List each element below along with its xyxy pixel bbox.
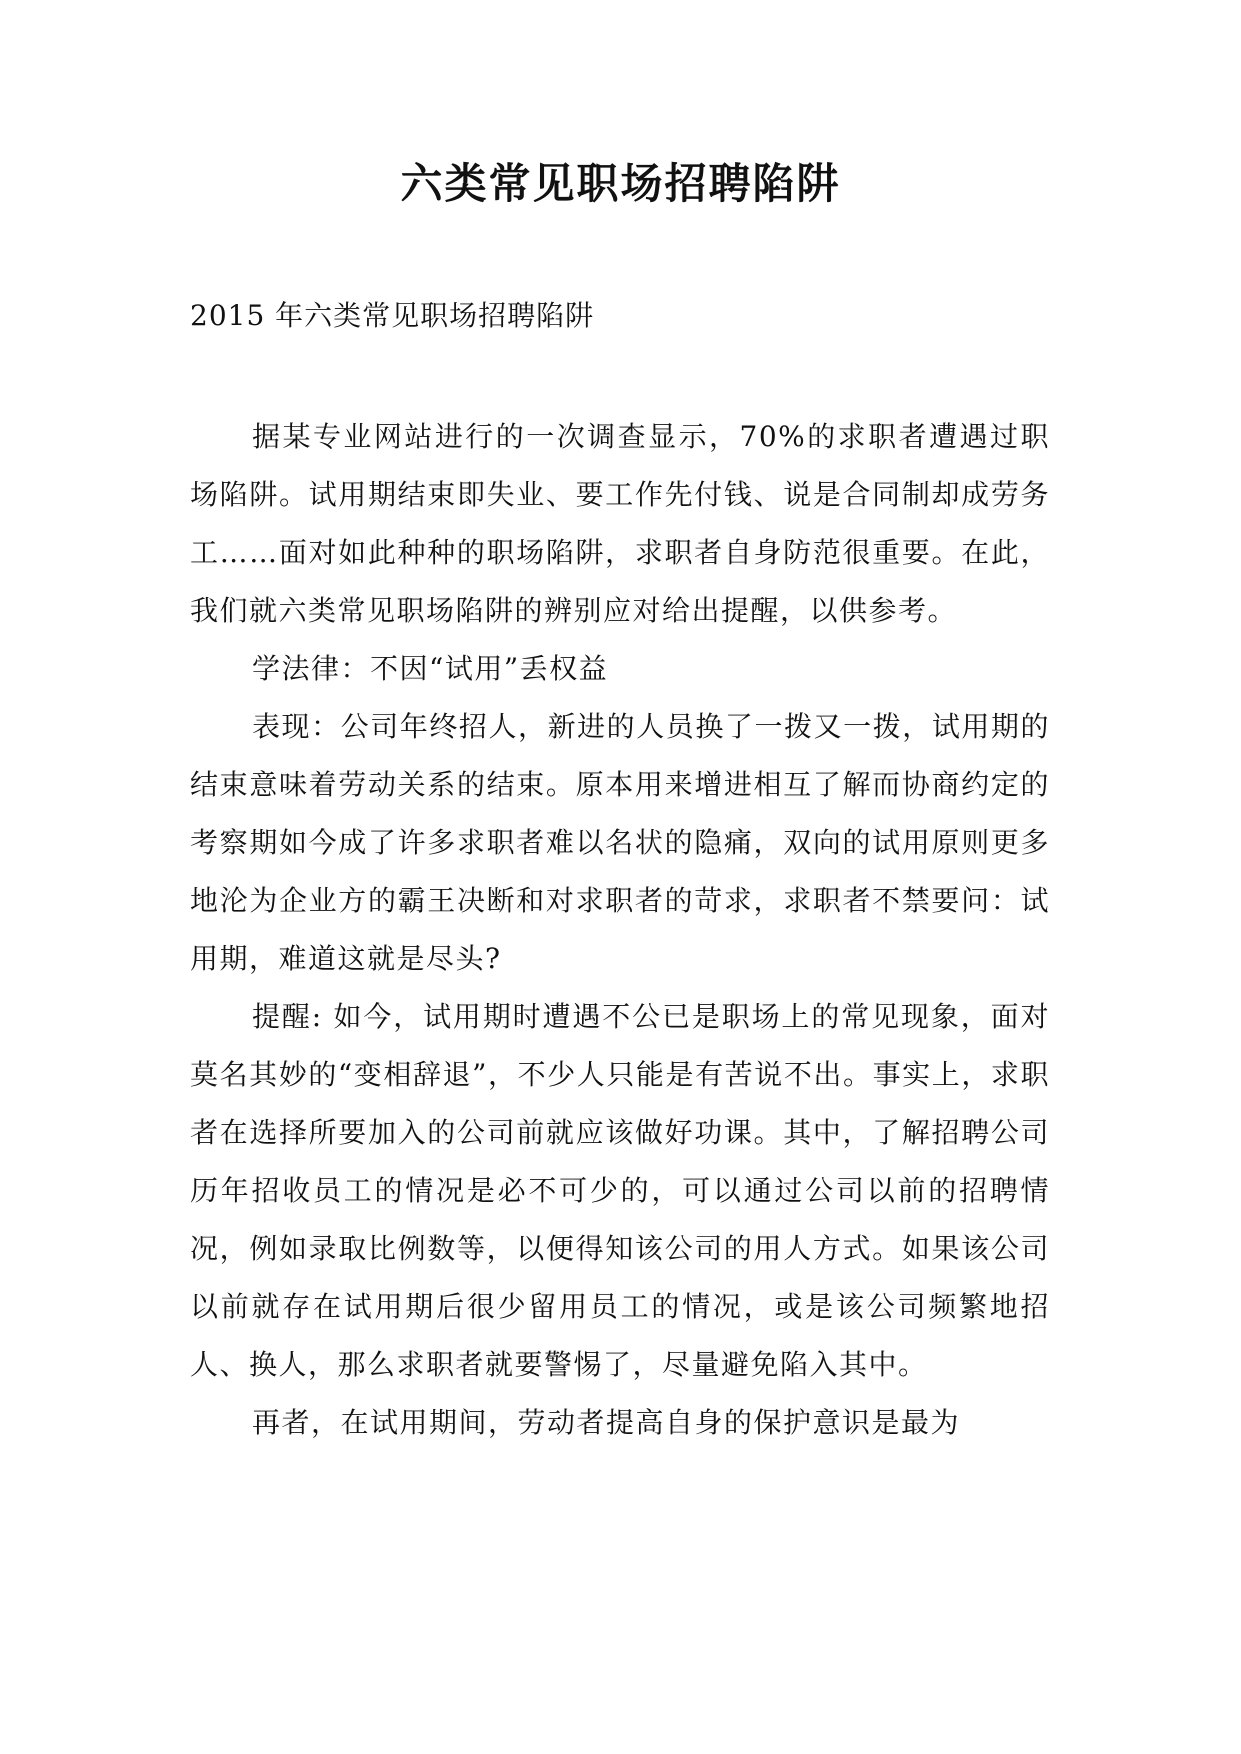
document-subtitle: 2015 年六类常见职场招聘陷阱 [190, 299, 595, 332]
section-heading: 学法律：不因“试用”丢权益 [252, 652, 609, 685]
reminder-paragraph: 提醒: 如今，试用期时遭遇不公已是职场上的常见现象，面对莫名其妙的“变相辞退”，不少人只能是有苦说不出。事实上，求职者在选择所要加入的公司前就应该做好功课。其中，了解招聘公司历年招收员工的情况是必不可少的，可以通过公司以前的招聘情况，例如录取比例数等，以便得知该公司的用人方式。如果该公司以前就存在试用期后很少留用员工的情况，或是该公司频繁地招人、换人，那么求职者就要警惕了，尽量避免陷入其中。 [190, 1000, 1050, 1381]
intro-paragraph: 据某专业网站进行的一次调查显示，70%的求职者遭遇过职场陷阱。试用期结束即失业、要工作先付钱、说是合同制却成劳务工……面对如此种种的职场陷阱，求职者自身防范很重要。在此，我们就六类常见职场陷阱的辨别应对给出提醒，以供参考。 [190, 420, 1050, 627]
document-title: 六类常见职场招聘陷阱 [400, 159, 841, 208]
symptom-paragraph: 表现：公司年终招人，新进的人员换了一拨又一拨，试用期的结束意味着劳动关系的结束。原本用来增进相互了解而协商约定的考察期如今成了许多求职者难以名状的隐痛，双向的试用原则更多地沦为企业方的霸王决断和对求职者的苛求，求职者不禁要问：试用期，难道这就是尽头? [190, 710, 1050, 975]
continuation-paragraph: 再者，在试用期间，劳动者提高自身的保护意识是最为 [252, 1406, 961, 1439]
document-body [190, 408, 1050, 1452]
